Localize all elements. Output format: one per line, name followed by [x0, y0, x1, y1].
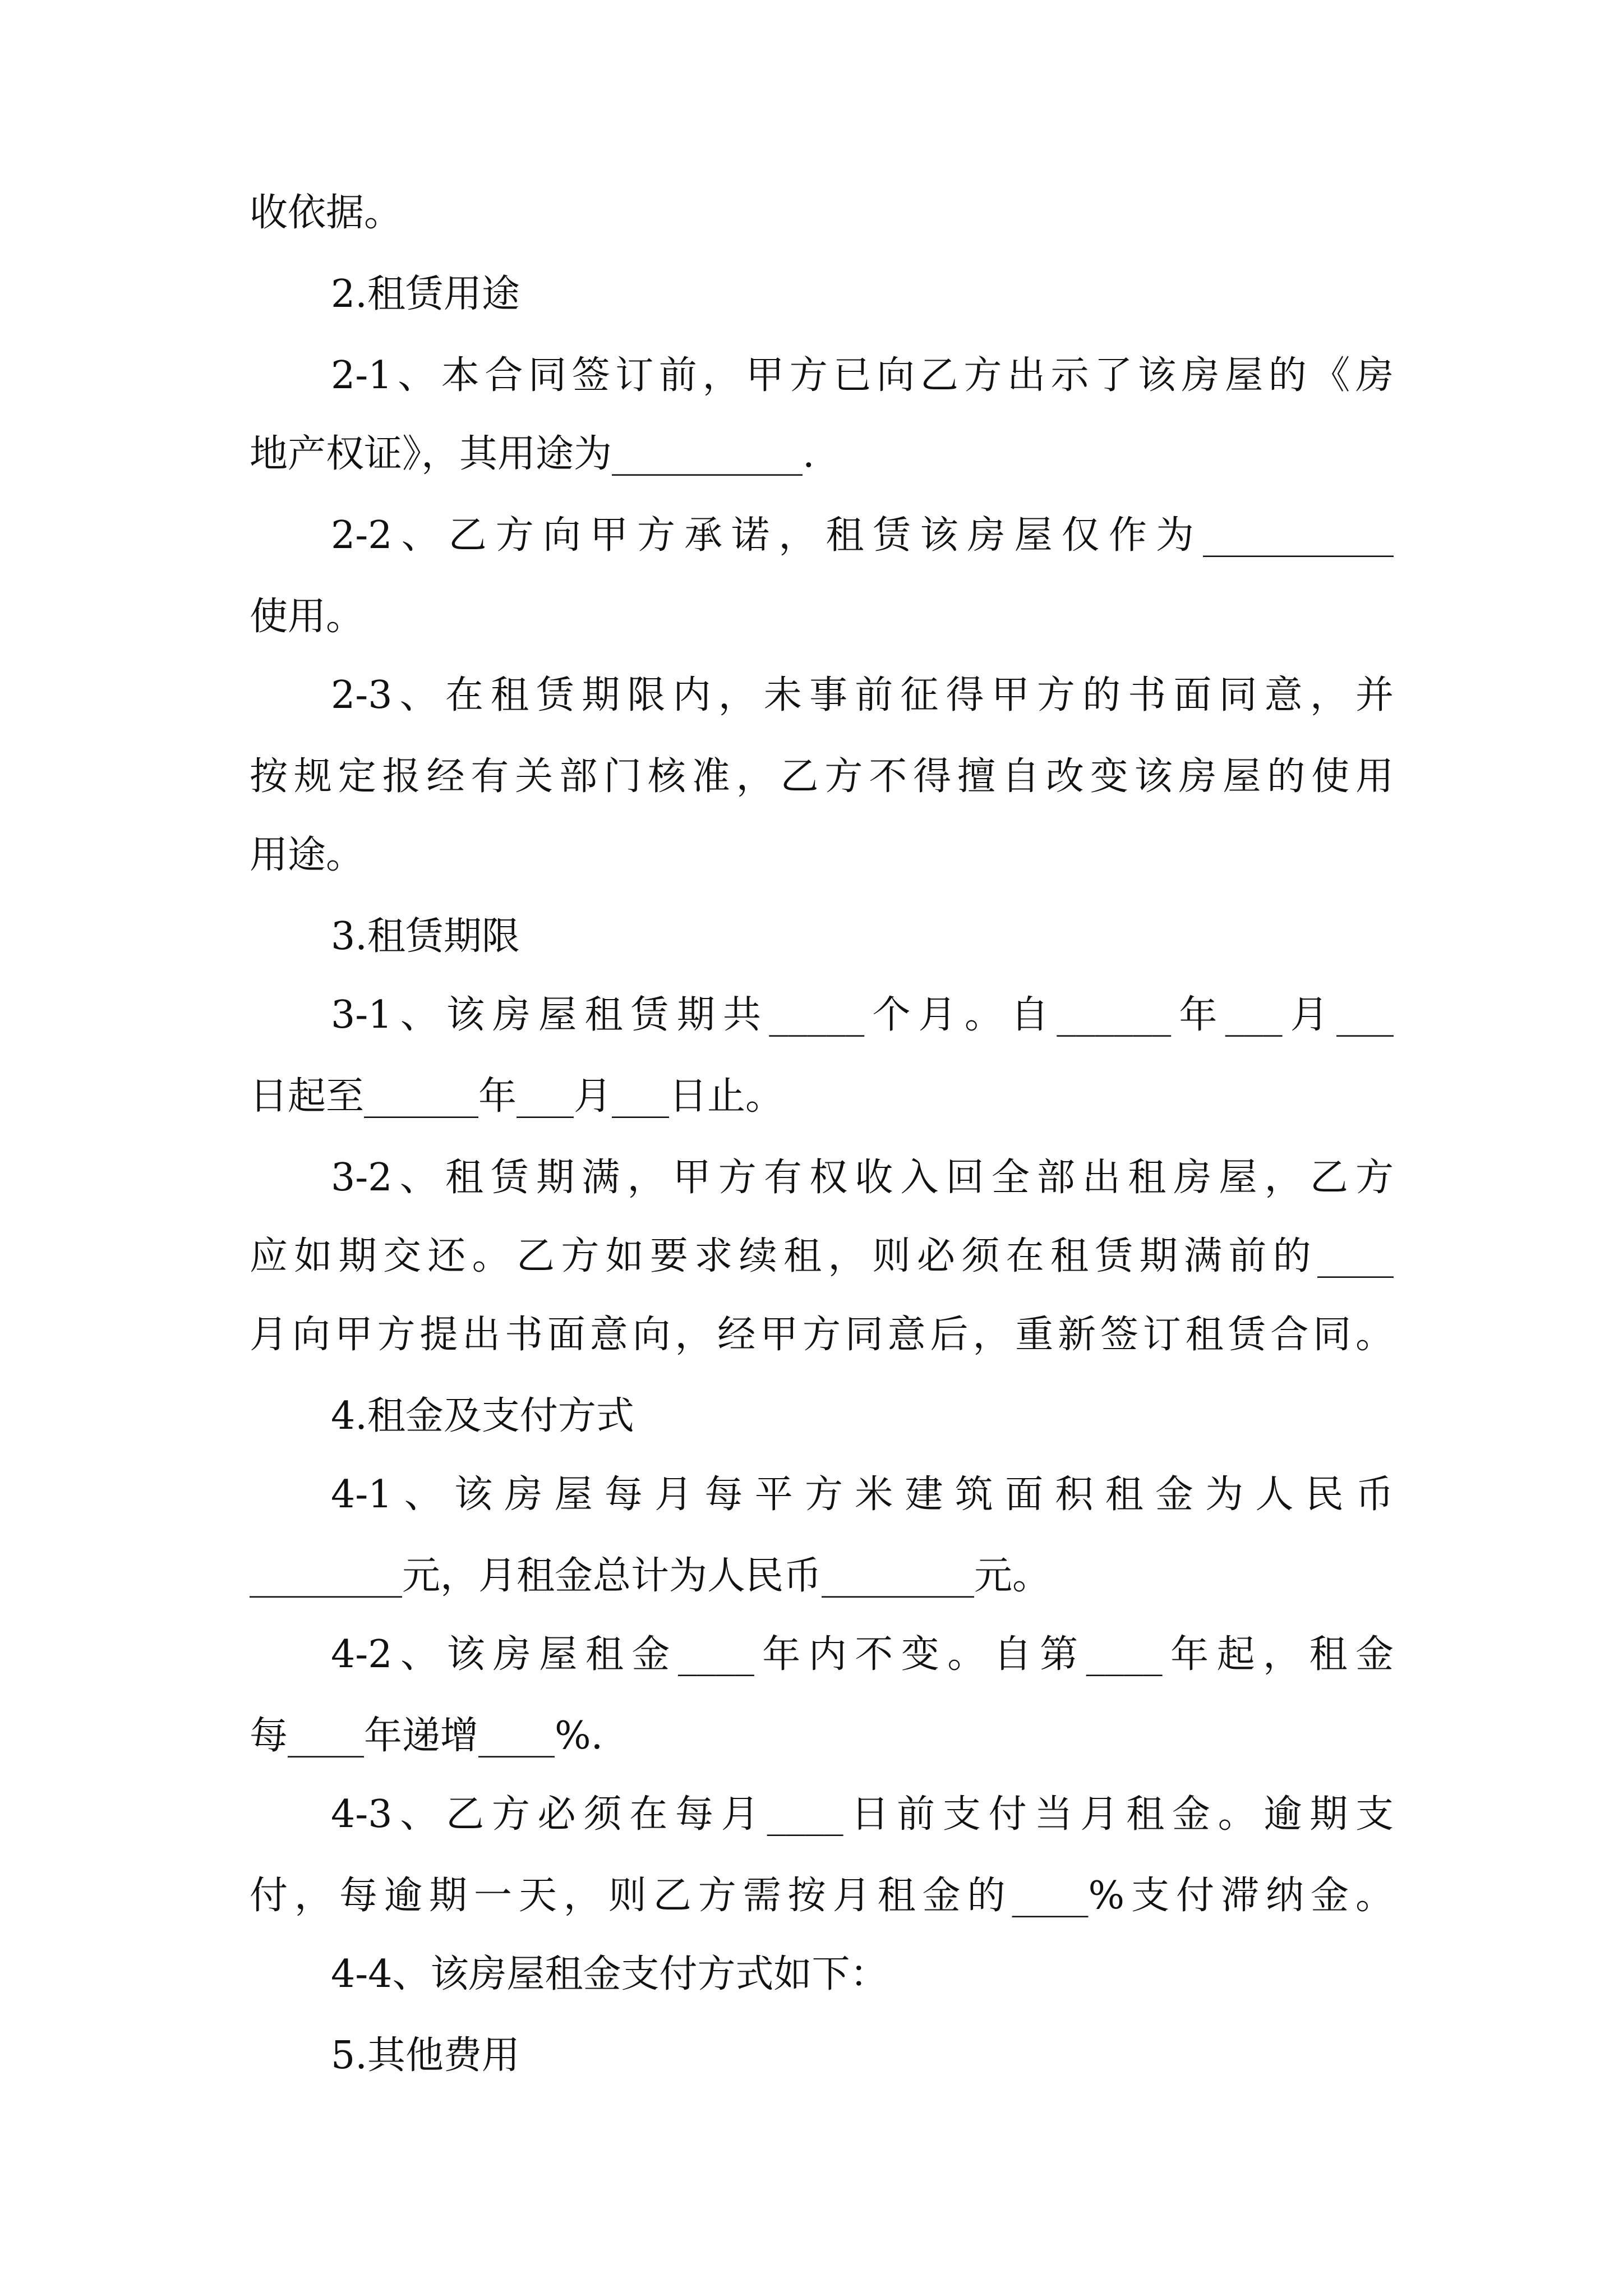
text-line: 4-1、该房屋每月每平方米建筑面积租金为人民币 — [331, 1473, 1394, 1517]
text-line: 按规定报经有关部门核准，乙方不得擅自改变该房屋的使用 — [250, 754, 1394, 799]
section-heading: 3.租赁期限 — [331, 914, 520, 959]
text-line: 用途。 — [250, 833, 365, 877]
text-line: 3-1、该房屋租赁期共_____个月。自______年___月___ — [331, 993, 1394, 1037]
text-line: 2-3、在租赁期限内，未事前征得甲方的书面同意，并 — [331, 673, 1394, 717]
text-line: ________元，月租金总计为人民币________元。 — [250, 1554, 1051, 1598]
text-line: 3-2、租赁期满，甲方有权收入回全部出租房屋，乙方 — [331, 1156, 1394, 1200]
text-line: 使用。 — [250, 595, 365, 639]
text-line: 收依据。 — [250, 191, 403, 235]
section-heading: 5.其他费用 — [331, 2033, 520, 2078]
text-line: 4-4、该房屋租金支付方式如下： — [331, 1952, 888, 1996]
text-line: 地产权证》，其用途为__________. — [250, 432, 815, 476]
section-heading: 2.租赁用途 — [331, 272, 520, 316]
text-line: 2-2、乙方向甲方承诺，租赁该房屋仅作为__________ — [331, 513, 1394, 558]
text-line: 应如期交还。乙方如要求续租，则必须在租赁期满前的____ — [250, 1234, 1394, 1278]
text-line: 4-2、该房屋租金____年内不变。自第____年起，租金 — [331, 1632, 1394, 1677]
text-line: 每____年递增____%. — [250, 1714, 603, 1758]
section-heading: 4.租金及支付方式 — [331, 1394, 634, 1438]
text-line: 4-3、乙方必须在每月____日前支付当月租金。逾期支 — [331, 1792, 1394, 1837]
text-line: 2-1、本合同签订前，甲方已向乙方出示了该房屋的《房 — [331, 353, 1394, 398]
text-line: 付，每逾期一天，则乙方需按月租金的____%支付滞纳金。 — [250, 1874, 1394, 1918]
text-line: 日起至______年___月___日止。 — [250, 1074, 784, 1119]
text-line: 月向甲方提出书面意向，经甲方同意后，重新签订租赁合同。 — [250, 1313, 1394, 1357]
